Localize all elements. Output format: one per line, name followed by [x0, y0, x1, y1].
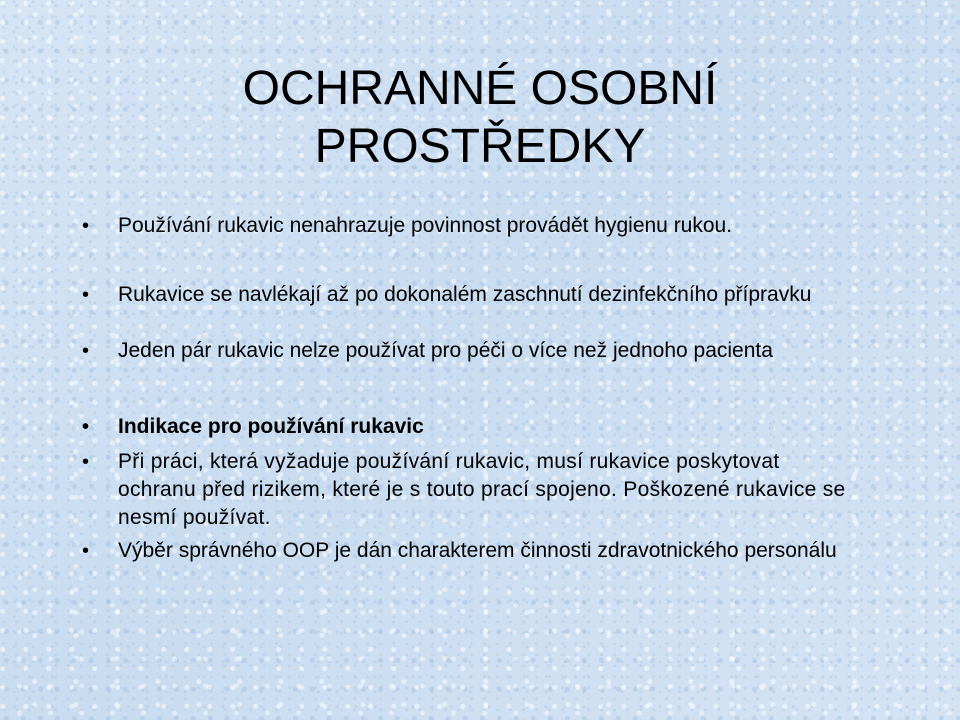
- bullet-item-glove-indications: • Indikace pro používání rukavic: [82, 413, 862, 441]
- slide-title-line-1: OCHRANNÉ OSOBNÍ: [242, 62, 718, 115]
- bullet-item-glove-protection: • Při práci, která vyžaduje používání rukavic, musí rukavice poskytovat ochranu před rizikem, které je s touto prací spojeno. Poškozené rukavice se nesmí používat.: [82, 448, 862, 532]
- bullet-item-ppe-selection: • Výběr správného OOP je dán charakterem činnosti zdravotnického personálu: [82, 537, 862, 565]
- bullet-item-one-pair-per-patient: • Jeden pár rukavic nelze používat pro péči o více než jednoho pacienta: [82, 337, 862, 365]
- bullet-item-gloves-hygiene: • Používání rukavic nenahrazuje povinnost provádět hygienu rukou.: [82, 212, 862, 240]
- slide-title: [0, 60, 960, 176]
- bullet-item-gloves-after-disinfection: • Rukavice se navlékají až po dokonalém zaschnutí dezinfekčního přípravku: [82, 281, 862, 309]
- bullet-list: [82, 212, 862, 565]
- slide-title-line-2: PROSTŘEDKY: [314, 120, 646, 173]
